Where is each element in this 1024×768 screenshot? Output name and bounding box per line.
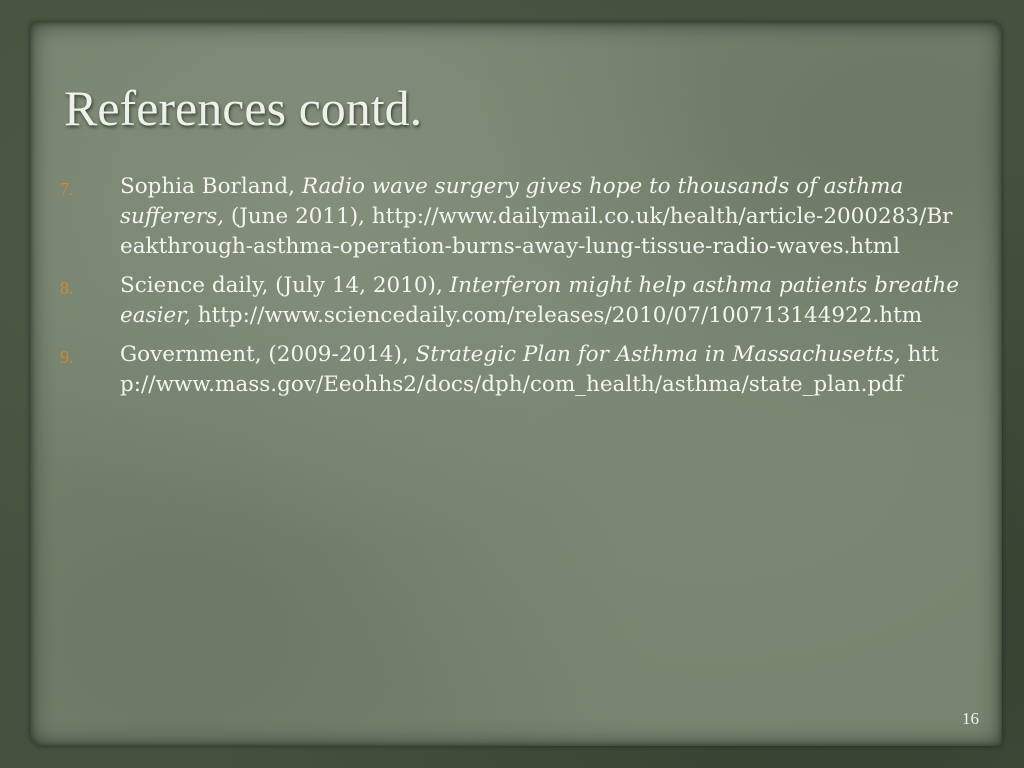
- slide-title: References contd.: [64, 80, 423, 136]
- reference-item-8: [60, 271, 960, 331]
- reference-article-title: Radio wave surgery gives hope to thousands of asthma sufferers,: [120, 174, 904, 229]
- reference-source: Sophia Borland,: [120, 174, 302, 199]
- reference-article-title: Strategic Plan for Asthma in Massachusetts,: [415, 342, 901, 367]
- reference-separator: [191, 303, 198, 328]
- reference-url: http://www.sciencedaily.com/releases/2010/07/100713144922.htm: [197, 303, 923, 328]
- reference-number: 9.: [60, 347, 74, 367]
- reference-number: 8.: [60, 278, 74, 298]
- reference-date: (June 2011),: [223, 204, 372, 229]
- reference-source: Science daily, (July 14, 2010),: [120, 273, 450, 298]
- reference-source: Government, (2009-2014),: [120, 342, 416, 367]
- reference-list: [60, 172, 960, 409]
- reference-url: http://www.dailymail.co.uk/health/article-2000283/Breakthrough-asthma-operation-burns-away-lung-tissue-radio-waves.html: [120, 204, 953, 259]
- reference-separator: [901, 342, 908, 367]
- reference-item-7: [60, 172, 960, 262]
- reference-article-title: Interferon might help asthma patients breathe easier,: [120, 273, 959, 328]
- reference-number: 7.: [60, 179, 74, 199]
- reference-url: http://www.mass.gov/Eeohhs2/docs/dph/com_health/asthma/state_plan.pdf: [120, 342, 939, 397]
- page-number: 16: [962, 709, 979, 728]
- reference-item-9: [60, 340, 960, 400]
